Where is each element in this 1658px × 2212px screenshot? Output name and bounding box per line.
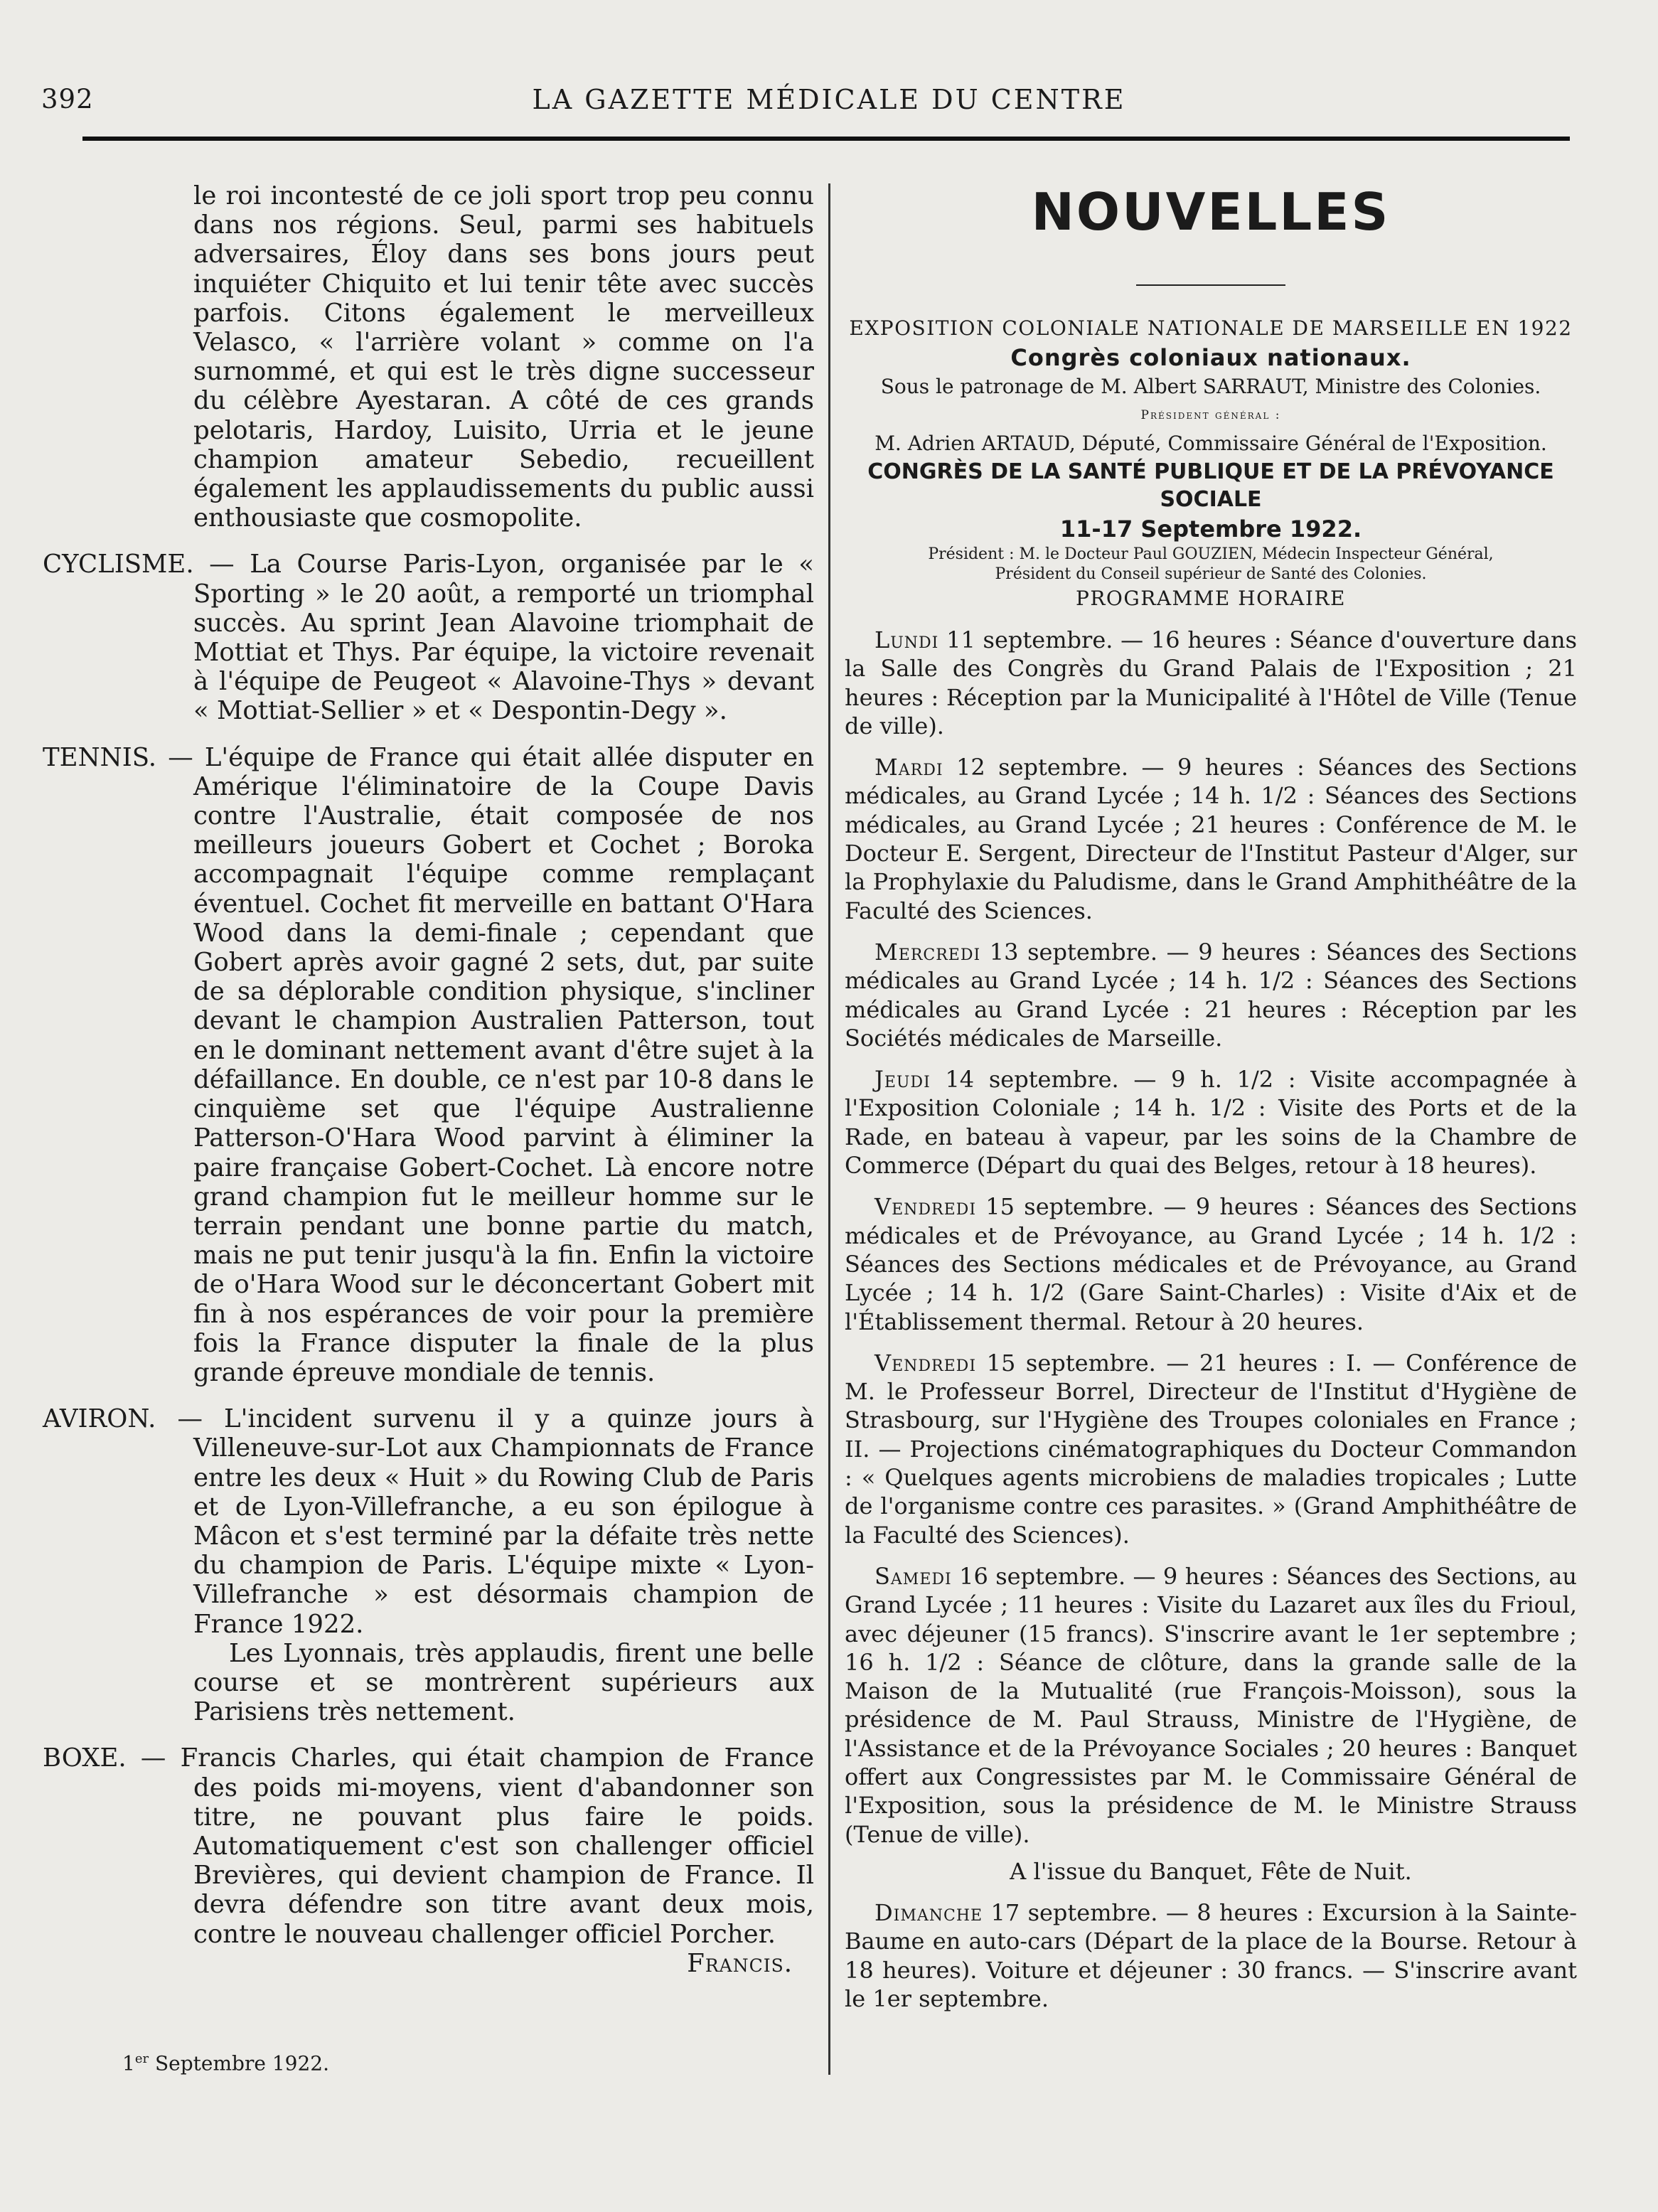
programme-mardi: Mardi 12 septembre. — 9 heures : Séances des Sections médicales, au Grand Lycée ; 14 h. 1/2 : Séances des Sections médicales, au Grand Lycée ; 21 heures : Conférence de M. le Docteur E. Sergent, Directeur de l'Institut Pasteur d'Alger, sur la Prophylaxie du Paludisme, dans le Grand Amphithéâtre de la Faculté des Sciences. — [845, 754, 1577, 924]
programme-vendredi-soir: Vendredi 15 septembre. — 21 heures : I. — Conférence de M. le Professeur Borrel, Directeur de l'Institut d'Hygiène de Strasbourg, sur l'Hygiène des Troupes coloniales en France ; II. — Projections cinématographiques du Docteur Commandon : « Quelques agents microbiens de maladies tropicales ; Lutte de l'organisme contre ces parasites. » (Grand Amphithéâtre de la Faculté des Sciences). — [845, 1349, 1577, 1549]
cyclisme-paragraph: CYCLISME. — La Course Paris-Lyon, organisée par le « Sporting » le 20 août, a remporté un triomphal succès. Au sprint Jean Alavoine triomphait de Mottiat et Thys. Par équipe, la victoire revenait à l'équipe de Peugeot « Alavoine-Thys » devant « Mottiat-Sellier » et « Despontin-Degy ». — [43, 550, 814, 726]
exposition-title: EXPOSITION COLONIALE NATIONALE DE MARSEILLE EN 1922 — [849, 316, 1573, 340]
programme-vendredi: Vendredi 15 septembre. — 9 heures : Séances des Sections médicales et de Prévoyance, au Grand Lycée ; 14 h. 1/2 : Séances des Sections médicales et de Prévoyance, au Grand Lycée ; 14 h. 1/2 (Gare Saint-Charles) : Visite d'Aix et de l'Établissement thermal. Retour à 20 heures. — [845, 1193, 1577, 1335]
section-heading: NOUVELLES — [1031, 182, 1391, 242]
programme-heading: PROGRAMME HORAIRE — [1076, 587, 1346, 610]
boxe-paragraph: BOXE. — Francis Charles, qui était champion de France des poids mi-moyens, vient d'abandonner son titre, ne pouvant plus faire le poids. Automatiquement c'est son challenger officiel Brevières, qui devient champion de France. Il devra défendre son titre avant deux mois, contre le nouveau challenger officiel Porcher. — [43, 1743, 814, 1949]
congres-title: Congrès coloniaux nationaux. — [1010, 344, 1411, 371]
programme-jeudi: Jeudi 14 septembre. — 9 h. 1/2 : Visite accompagnée à l'Exposition Coloniale ; 14 h. 1/2 : Visite des Ports et de la Rade, en bateau à vapeur, par les soins de la Chambre de Commerce (Départ du quai des Belges, retour à 18 heures). — [845, 1066, 1577, 1180]
pelote-paragraph: le roi incontesté de ce joli sport trop peu connu dans nos régions. Seul, parmi ses habituels adversaires, Éloy dans ses bons jours peut inquiéter Chiquito et lui tenir tête avec succès parfois. Citons également le merveilleux Velasco, « l'arrière volant » comme on l'a surnommé, et qui est le très digne successeur du célèbre Ayestaran. A côté de ces grands pelotaris, Hardoy, Luisito, Urria et le jeune champion amateur Sebedio, recueillent également les applaudissements du public aussi enthousiaste que cosmopolite. — [193, 181, 814, 533]
patronage-line: Sous le patronage de M. Albert SARRAUT, Ministre des Colonies. — [880, 375, 1541, 398]
tennis-paragraph: TENNIS. — L'équipe de France qui était allée disputer en Amérique l'éliminatoire de la Coupe Davis contre l'Australie, était composée de nos meilleurs joueurs Gobert et Cochet ; Boroka accompagnait l'équipe comme remplaçant éventuel. Cochet fit merveille en battant O'Hara Wood dans la demi-finale ; cependant que Gobert après avoir gagné 2 sets, dut, par suite de sa déplorable condition physique, s'incliner devant le champion Australien Patterson, tout en le dominant nettement avant d'être sujet à la défaillance. En double, ce n'est par 10-8 dans le cinquième set que l'équipe Australienne Patterson-O'Hara Wood parvint à éliminer la paire française Gobert-Cochet. Là encore notre grand champion fut le meilleur homme sur le terrain pendant une bonne partie du match, mais ne put tenir jusqu'à la fin. Enfin la victoire de o'Hara Wood sur le déconcertant Gobert mit fin à nos espérances de voir pour la première fois la France disputer la finale de la plus grande épreuve mondiale de tennis. — [43, 742, 814, 1387]
congres-sante-title: CONGRÈS DE LA SANTÉ PUBLIQUE ET DE LA PRÉVOYANCE SOCIALE — [867, 459, 1554, 512]
signature: Francis. — [687, 1948, 793, 1978]
programme-mercredi: Mercredi 13 septembre. — 9 heures : Séances des Sections médicales au Grand Lycée ; 14 h. 1/2 : Séances des Sections médicales au Grand Lycée : 21 heures : Réception par les Sociétés médicales de Marseille. — [845, 938, 1577, 1052]
fete-de-nuit: A l'issue du Banquet, Fête de Nuit. — [1010, 1857, 1412, 1885]
header-rule — [82, 137, 1570, 141]
programme-lundi: Lundi 11 septembre. — 16 heures : Séance d'ouverture dans la Salle des Congrès du Grand Palais de l'Exposition ; 21 heures : Réception par la Municipalité à l'Hôtel de Ville (Tenue de ville). — [845, 626, 1577, 739]
programme-samedi: Samedi 16 septembre. — 9 heures : Séances des Sections, au Grand Lycée ; 11 heures : Visite du Lazaret aux îles du Frioul, avec déjeuner (15 francs). S'inscrire avant le 1er septembre ; 16 h. 1/2 : Séance de clôture, dans la grande salle de la Maison de la Mutualité (rue François-Moisson), sous la présidence de M. Paul Strauss, Ministre de l'Hygiène, de l'Assistance et de la Prévoyance Sociales ; 20 heures : Banquet offert aux Congressistes par M. le Commissaire Général de l'Exposition, sous la présidence de M. le Ministre Strauss (Tenue de ville). — [845, 1562, 1577, 1848]
heading-rule — [1136, 284, 1285, 286]
programme-dimanche: Dimanche 17 septembre. — 8 heures : Excursion à la Sainte-Baume en auto-cars (Départ de la place de la Bourse. Retour à 18 heures). Voiture et déjeuner : 30 francs. — S'inscrire avant le 1er septembre. — [845, 1899, 1577, 2013]
right-column — [845, 181, 1577, 2013]
congres-dates: 11-17 Septembre 1922. — [1059, 515, 1362, 543]
article-date: 1er Septembre 1922. — [122, 2051, 329, 2075]
journal-title: LA GAZETTE MÉDICALE DU CENTRE — [532, 84, 1126, 115]
column-divider — [828, 183, 830, 2075]
page-number: 392 — [41, 84, 94, 114]
president-2b-line: Président du Conseil supérieur de Santé des Colonies. — [995, 565, 1427, 583]
president-line: M. Adrien ARTAUD, Député, Commissaire Général de l'Exposition. — [875, 432, 1547, 455]
aviron-paragraph-2: Les Lyonnais, très applaudis, firent une belle course et se montrèrent supérieurs aux Parisiens très nettement. — [193, 1638, 814, 1727]
left-column — [43, 181, 814, 1978]
president-2-line: Président : M. le Docteur Paul GOUZIEN, Médecin Inspecteur Général, — [928, 545, 1494, 563]
president-label: Président général : — [1140, 408, 1281, 422]
aviron-paragraph: AVIRON. — L'incident survenu il y a quinze jours à Villeneuve-sur-Lot aux Championnats de France entre les deux « Huit » du Rowing Club de Paris et de Lyon-Villefranche, a eu son épilogue à Mâcon et s'est terminé par la défaite très nette du champion de Paris. L'équipe mixte « Lyon-Villefranche » est désormais champion de France 1922. — [43, 1404, 814, 1639]
